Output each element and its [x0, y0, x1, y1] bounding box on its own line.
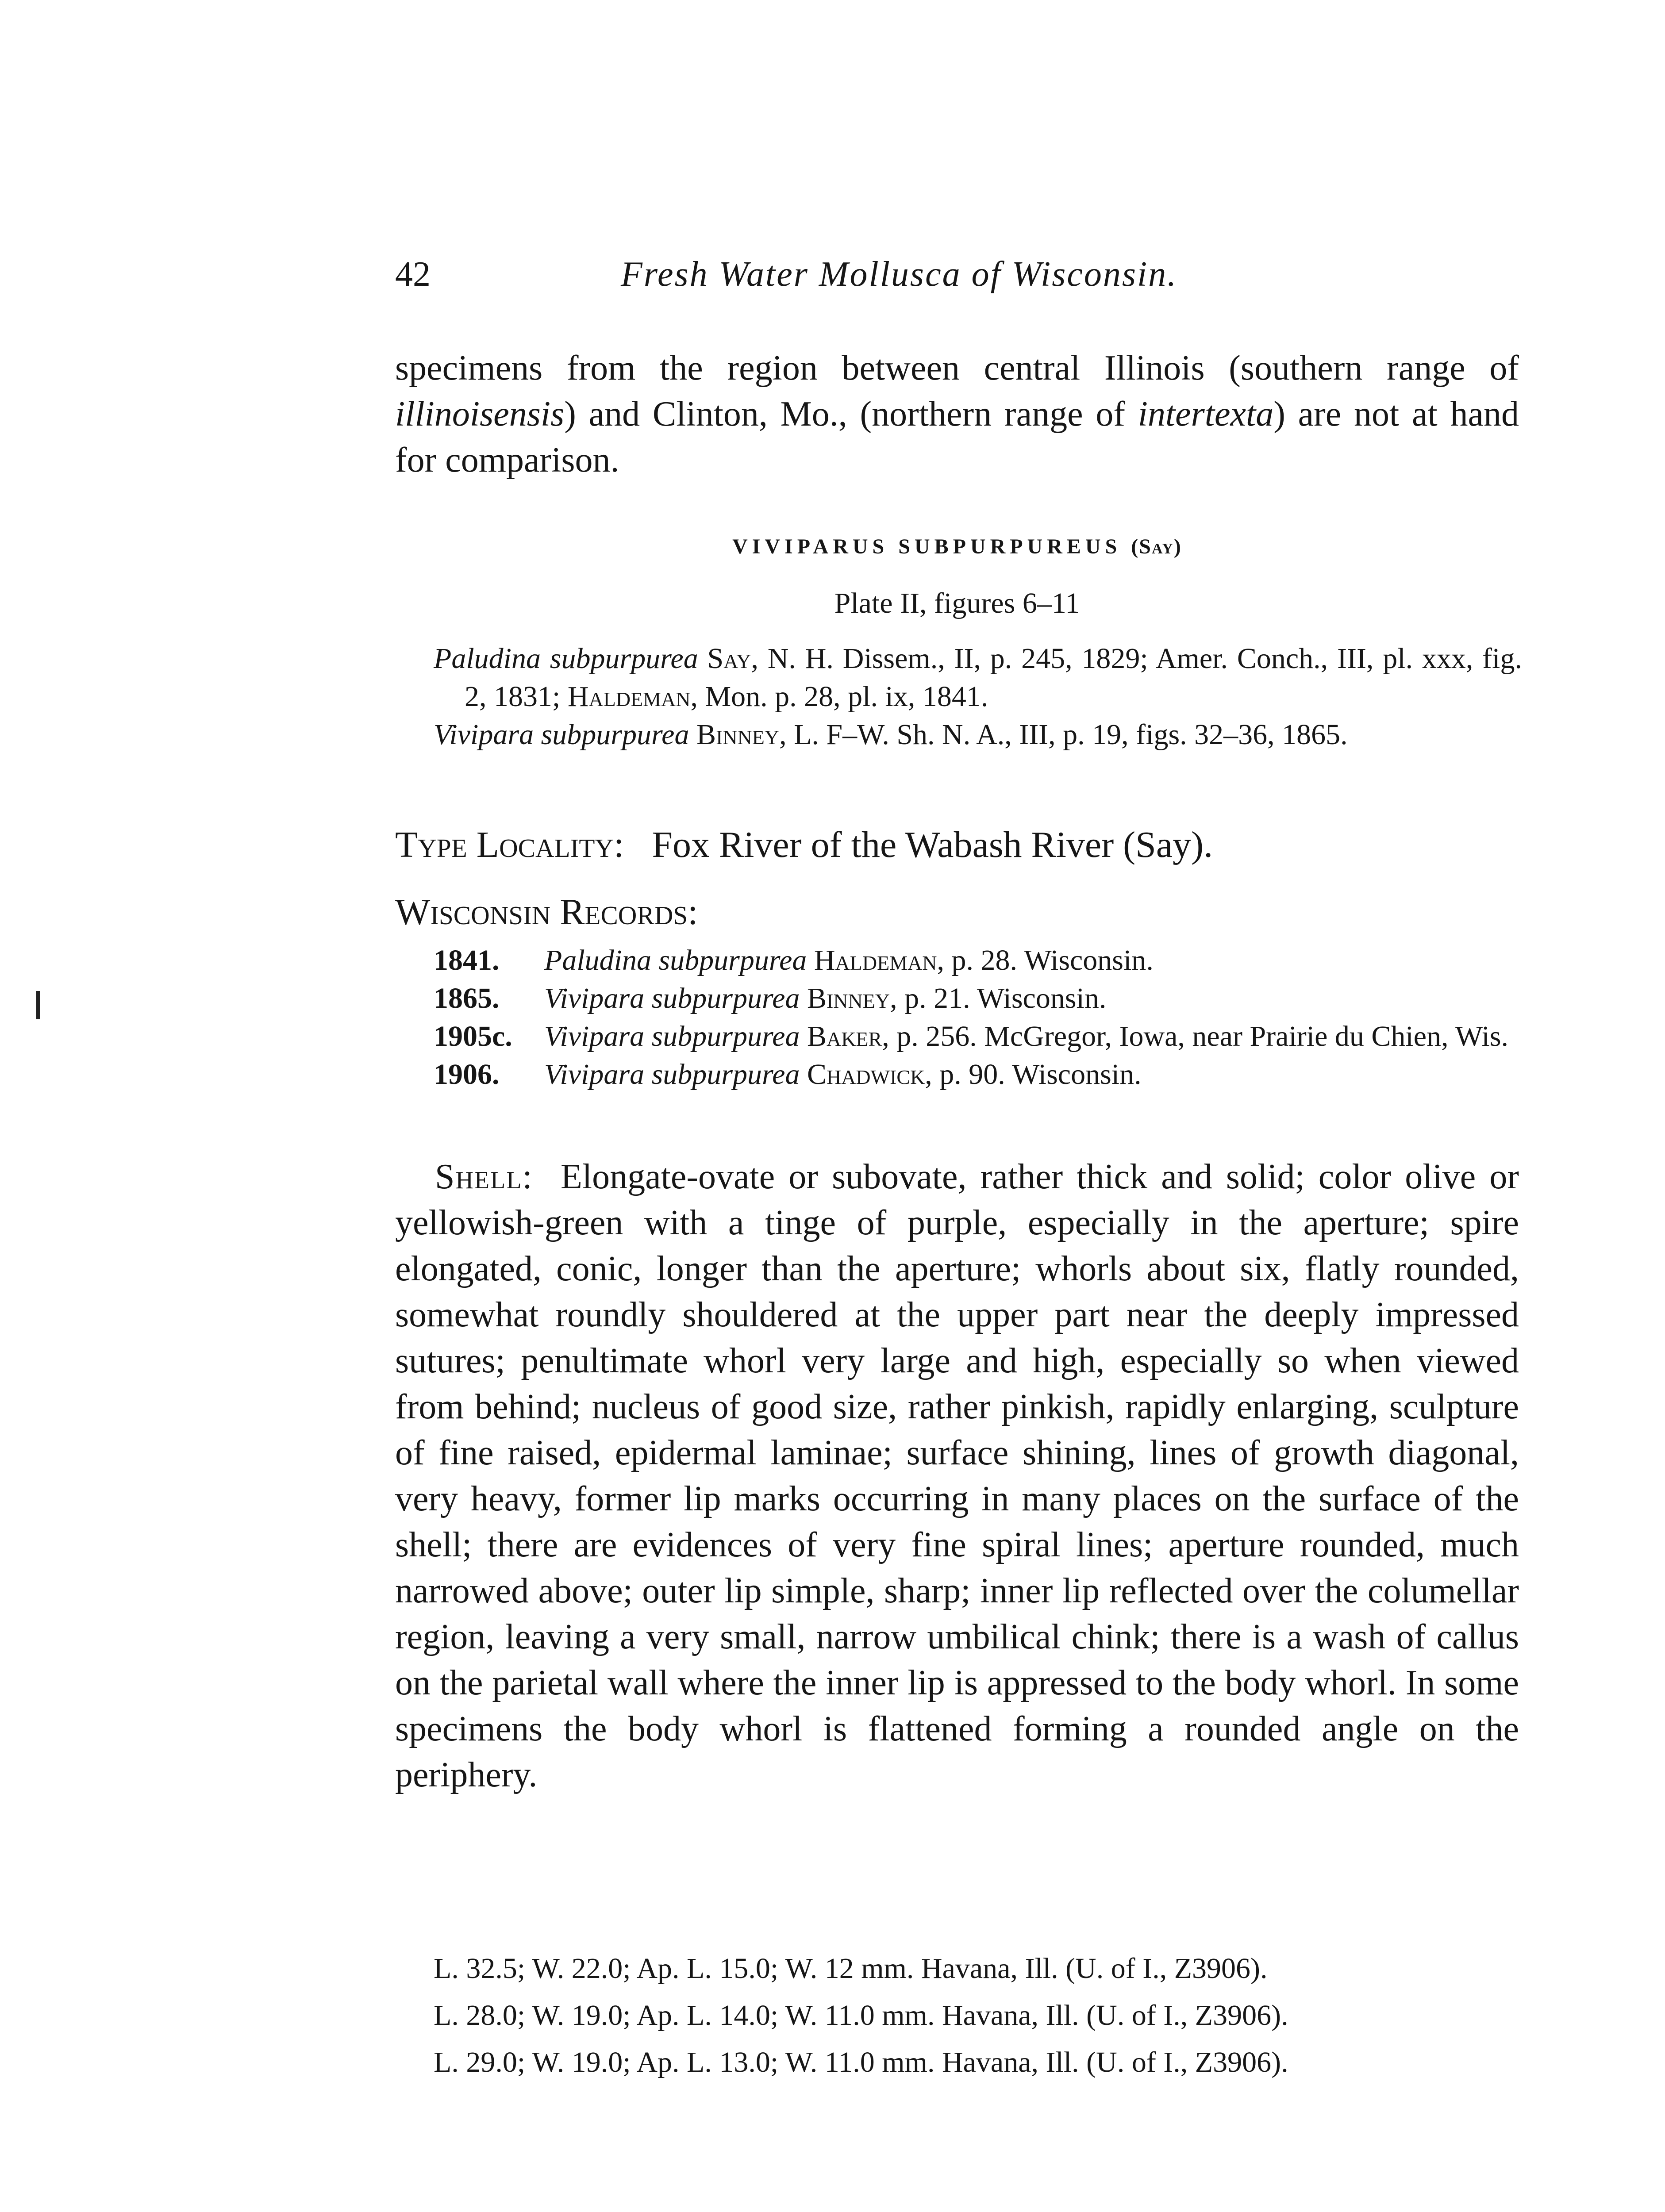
record-year: 1865.	[434, 982, 500, 1014]
record-item	[434, 979, 1522, 1018]
type-locality-value: Fox River of the Wabash River (Say).	[652, 824, 1213, 865]
plate-reference: Plate II, figures 6–11	[834, 587, 1080, 619]
intro-text-3: ) are not at hand for comparison.	[395, 395, 1519, 480]
record-taxon: Vivipara subpurpurea	[544, 1020, 800, 1052]
synonym-name: Paludina subpurpurea	[434, 642, 698, 675]
measurement-entry: L. 28.0; W. 19.0; Ap. L. 14.0; W. 11.0 mm. Havana, Ill. (U. of I., Z3906).	[434, 1999, 1288, 2032]
shell-description	[395, 1154, 1519, 1798]
type-locality-label: Type Locality:	[395, 824, 624, 865]
synonym-citation: , N. H. Dissem., II, p. 245, 1829; Amer. Conch., III, pl. xxx, fig. 2, 1831;	[465, 642, 1523, 713]
record-author: Chadwick	[807, 1058, 925, 1091]
record-author: Haldeman	[814, 944, 937, 976]
measurements-list	[434, 1950, 1522, 2091]
record-year: 1906.	[434, 1058, 500, 1091]
synonym-author: Haldeman	[567, 680, 691, 713]
records-heading	[395, 889, 698, 935]
record-item	[434, 1056, 1522, 1094]
synonymy-entry	[434, 716, 1522, 754]
record-author: Baker	[807, 1020, 882, 1052]
species-heading	[395, 534, 1519, 559]
shell-label: Shell:	[435, 1157, 533, 1196]
synonym-author: Say	[707, 642, 751, 675]
record-year: 1841.	[434, 944, 500, 976]
record-taxon: Paludina subpurpurea	[544, 944, 807, 976]
measurement-entry: L. 29.0; W. 19.0; Ap. L. 13.0; W. 11.0 mm. Havana, Ill. (U. of I., Z3906).	[434, 2046, 1288, 2078]
synonym-citation: , Mon. p. 28, pl. ix, 1841.	[690, 680, 988, 713]
type-locality	[395, 822, 1213, 868]
record-year: 1905c.	[434, 1020, 512, 1052]
intro-text-1: specimens from the region between central Illinois (southern range of	[395, 349, 1519, 388]
record-taxon: Vivipara subpurpurea	[544, 982, 800, 1014]
measurement-entry: L. 32.5; W. 22.0; Ap. L. 15.0; W. 12 mm. Havana, Ill. (U. of I., Z3906).	[434, 1952, 1268, 1985]
record-detail: , p. 90. Wisconsin.	[925, 1058, 1142, 1091]
intro-paragraph	[395, 345, 1519, 483]
record-item	[434, 1018, 1522, 1056]
synonym-name: Vivipara subpurpurea	[434, 718, 689, 751]
species-name: VIVIPARUS SUBPURPUREUS	[732, 535, 1122, 558]
record-detail: , p. 256. McGregor, Iowa, near Prairie du Chien, Wis.	[882, 1020, 1509, 1052]
species-author: (Say)	[1131, 535, 1182, 558]
intro-taxon-1: illinoisensis	[395, 395, 565, 434]
synonym-citation: , L. F–W. Sh. N. A., III, p. 19, figs. 32–36, 1865.	[779, 718, 1348, 751]
record-taxon: Vivipara subpurpurea	[544, 1058, 800, 1091]
margin-mark	[36, 991, 40, 1019]
synonymy-list	[434, 640, 1522, 754]
records-list	[434, 941, 1522, 1094]
shell-text: Elongate-ovate or subovate, rather thick and solid; color olive or yellowish-green with a tinge of purple, especially in the aperture; spire elongated, conic, longer than the aperture; whorls about six, flatly rounded, somewhat roundly shouldered at the upper part near the deeply impressed sutures; penultimate whorl very large and high, especially so when viewed from behind; nucleus of good size, rather pinkish, rapidly enlarging, sculpture of fine raised, epidermal laminae; surface shining, lines of growth diagonal, very heavy, former lip marks occurring in many places on the surface of the shell; there are evidences of very fine spiral lines; aperture rounded, much narrowed above; outer lip simple, sharp; inner lip reflected over the columellar region, leaving a very small, narrow umbilical chink; there is a wash of callus on the parietal wall where the inner lip is appressed to the body whorl. In some specimens the body whorl is flattened forming a rounded angle on the periphery.	[395, 1157, 1519, 1794]
record-detail: , p. 21. Wisconsin.	[890, 982, 1107, 1014]
record-detail: , p. 28. Wisconsin.	[937, 944, 1154, 976]
records-label: Wisconsin Records:	[395, 891, 698, 933]
synonymy-entry	[434, 640, 1522, 716]
page-number: 42	[395, 255, 431, 294]
record-author: Binney	[807, 982, 890, 1014]
synonym-author: Binney	[696, 718, 780, 751]
intro-text-2: ) and Clinton, Mo., (northern range of	[564, 395, 1138, 434]
running-title: Fresh Water Mollusca of Wisconsin.	[621, 255, 1178, 294]
record-item	[434, 941, 1522, 979]
intro-taxon-2: intertexta	[1138, 395, 1274, 434]
